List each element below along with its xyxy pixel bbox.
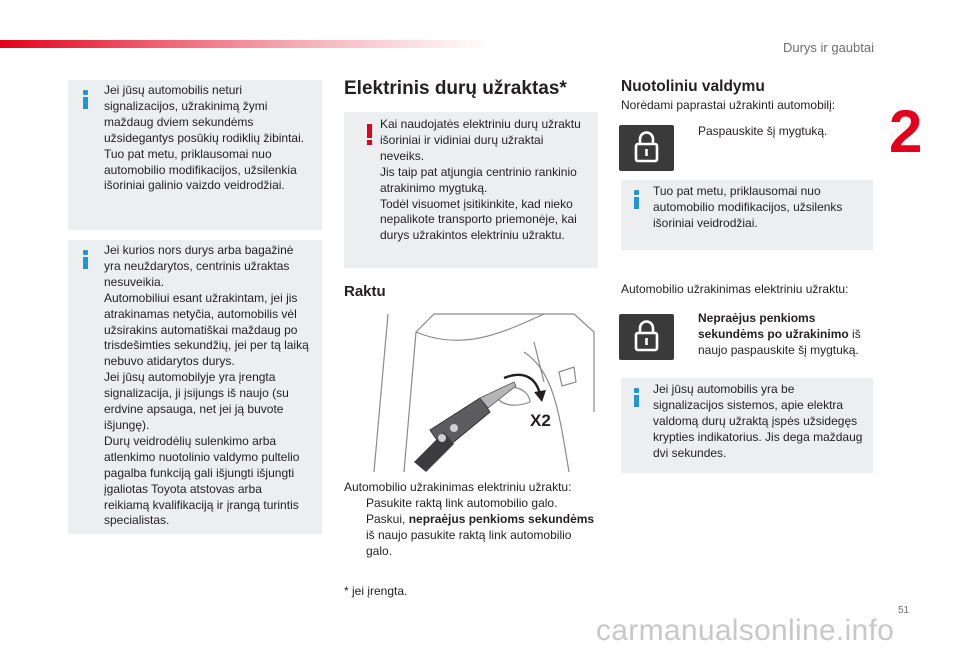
padlock-icon bbox=[619, 314, 674, 360]
text-line: durys užrakintos elektriniu užraktu. bbox=[380, 228, 565, 243]
text-span: iš bbox=[848, 326, 861, 341]
text-line: erdvine apsauga, net jei ją buvote bbox=[104, 402, 284, 417]
text-span: Paskui, bbox=[366, 511, 409, 526]
key-step-1: Pasukite raktą link automobilio galo. bbox=[366, 495, 558, 510]
bullet-icon bbox=[676, 124, 698, 140]
info-box-signalization bbox=[68, 80, 322, 230]
warning-box bbox=[344, 112, 598, 268]
bullet-icon bbox=[344, 496, 366, 512]
bullet-icon bbox=[676, 311, 698, 359]
text-line: įgaliotas Toyota atstovas arba bbox=[104, 481, 262, 496]
text-line: Jei jūsų automobilis neturi bbox=[104, 83, 243, 97]
text-line: užsidegantys posūkių rodiklių žibintai. bbox=[104, 130, 305, 145]
lock-button-icon bbox=[619, 125, 674, 171]
text-line: reikiamą kvalifikaciją ir įrangą turintis bbox=[104, 497, 299, 512]
watermark: carmanualsonline.info bbox=[596, 614, 895, 647]
text-line: trisdešimties sekundžių, jei per tą laiką bbox=[104, 338, 309, 353]
car-door-key-image bbox=[344, 312, 598, 472]
remote-step-press bbox=[676, 124, 827, 140]
text-line: nebuvo atidarytos durys. bbox=[104, 354, 235, 369]
text-line: išoriniai veidrodžiai. bbox=[653, 215, 758, 230]
text-line: automobilio modifikacijos, užsilenkia bbox=[104, 162, 297, 177]
key-instructions bbox=[344, 480, 602, 560]
key-step-2-continued bbox=[344, 528, 602, 560]
text-line: išoriniai ir vidiniai durų užraktai neveiks. bbox=[380, 132, 544, 163]
emphasis-text: nepraėjus penkioms sekundėms bbox=[408, 511, 595, 526]
text-line: signalizacija, ji įsijungs iš naujo (su bbox=[104, 386, 289, 401]
text-line: atlenkimo nuotolinio valdymo pultelio bbox=[104, 449, 300, 464]
text-line: specialistas. bbox=[104, 513, 170, 528]
text-line: signalizacijos, užrakinimą žymi bbox=[104, 98, 268, 113]
info-box-mirrors bbox=[621, 180, 873, 250]
info-icon bbox=[82, 90, 90, 110]
text-line: Jei jūsų automobilyje yra įrengta bbox=[104, 370, 276, 385]
text-line: nepalikote transporto priemonėje, kai bbox=[380, 212, 577, 227]
text-line: maždaug dviem sekundėms bbox=[104, 114, 254, 129]
text-line: galo. bbox=[366, 543, 393, 558]
text-line: Automobiliui esant užrakintam, jei jis bbox=[104, 290, 298, 305]
padlock-icon bbox=[619, 125, 674, 171]
text-line: Jis taip pat atjungia centrinio rankinio bbox=[380, 164, 577, 179]
text-line: signalizacijos sistemos, apie elektra bbox=[653, 397, 844, 412]
section-heading-remote: Nuotoliniu valdymu bbox=[621, 78, 765, 95]
chapter-number: 2 bbox=[889, 98, 923, 165]
text-line: dvi sekundes. bbox=[653, 445, 727, 460]
text-line: Jei kurios nors durys arba bagažinė bbox=[104, 243, 294, 257]
lock-button-icon bbox=[619, 314, 674, 360]
info-icon bbox=[82, 250, 90, 270]
header-accent-bar bbox=[0, 40, 490, 48]
text-line: pagalba funkciją gali išjungti išjungti bbox=[104, 465, 295, 480]
text-line: atrakinamas netyčia, automobilis vėl bbox=[104, 306, 297, 321]
remote-step-double bbox=[676, 311, 876, 359]
text-line: Tuo pat metu, priklausomai nuo bbox=[653, 184, 821, 198]
text-line: Todėl visuomet įsitikinkite, kad nieko bbox=[380, 196, 573, 211]
text-line: Kai naudojatės elektriniu durų užraktu bbox=[380, 117, 581, 131]
illustration-label: X2 bbox=[530, 411, 551, 430]
text-line: išjungę). bbox=[104, 417, 150, 432]
text-line: nesuveikia. bbox=[104, 274, 165, 289]
text-line: Durų veidrodėlių sulenkimo arba bbox=[104, 433, 277, 448]
list-item bbox=[344, 512, 602, 528]
text-line: iš naujo pasukite raktą link automobilio bbox=[366, 527, 572, 542]
list-item bbox=[344, 496, 602, 512]
key-intro: Automobilio užrakinimas elektriniu užraktu: bbox=[344, 480, 572, 494]
section-title: Durys ir gaubtai bbox=[782, 40, 874, 55]
emphasis-text: Nepraėjus penkioms bbox=[698, 311, 816, 325]
key-illustration bbox=[344, 312, 598, 472]
footnote: * jei įrengta. bbox=[344, 584, 408, 598]
section-heading-key: Raktu bbox=[344, 283, 386, 300]
text-line: krypties indikatorius. Jis dega maždaug bbox=[653, 429, 863, 444]
page-title: Elektrinis durų užraktas* bbox=[344, 78, 567, 99]
info-box-doors-open bbox=[68, 240, 322, 534]
text-line: yra neuždarytos, centrinis užraktas bbox=[104, 258, 290, 273]
text-span: Paspauskite šį mygtuką. bbox=[698, 124, 828, 138]
warning-icon bbox=[366, 124, 374, 146]
text-line: užsirakins automatiškai maždaug po bbox=[104, 322, 298, 337]
bullet-icon bbox=[344, 512, 366, 528]
key-step-2 bbox=[366, 512, 594, 528]
remote-intro-2: Automobilio užrakinimas elektriniu užraktu: bbox=[621, 282, 849, 296]
text-line: automobilio modifikacijos, užsilenks bbox=[653, 199, 843, 214]
text-span: naujo paspauskite šį mygtuką. bbox=[698, 342, 859, 357]
text-line: atrakinimo mygtuką. bbox=[380, 180, 488, 195]
remote-intro: Norėdami paprastai užrakinti automobilį: bbox=[621, 98, 836, 112]
info-box-no-alarm bbox=[621, 378, 873, 473]
page-number: 51 bbox=[898, 605, 910, 616]
text-line: išoriniai galinio vaizdo veidrodžiai. bbox=[104, 178, 285, 193]
emphasis-text: sekundėms po užrakinimo bbox=[698, 326, 849, 341]
text-line: Tuo pat metu, priklausomai nuo bbox=[104, 146, 272, 161]
text-line: Jei jūsų automobilis yra be bbox=[653, 382, 795, 396]
text-line: valdomą durų užraktą įspės užsidegęs bbox=[653, 413, 858, 428]
info-icon bbox=[633, 190, 641, 210]
info-icon bbox=[633, 388, 641, 408]
